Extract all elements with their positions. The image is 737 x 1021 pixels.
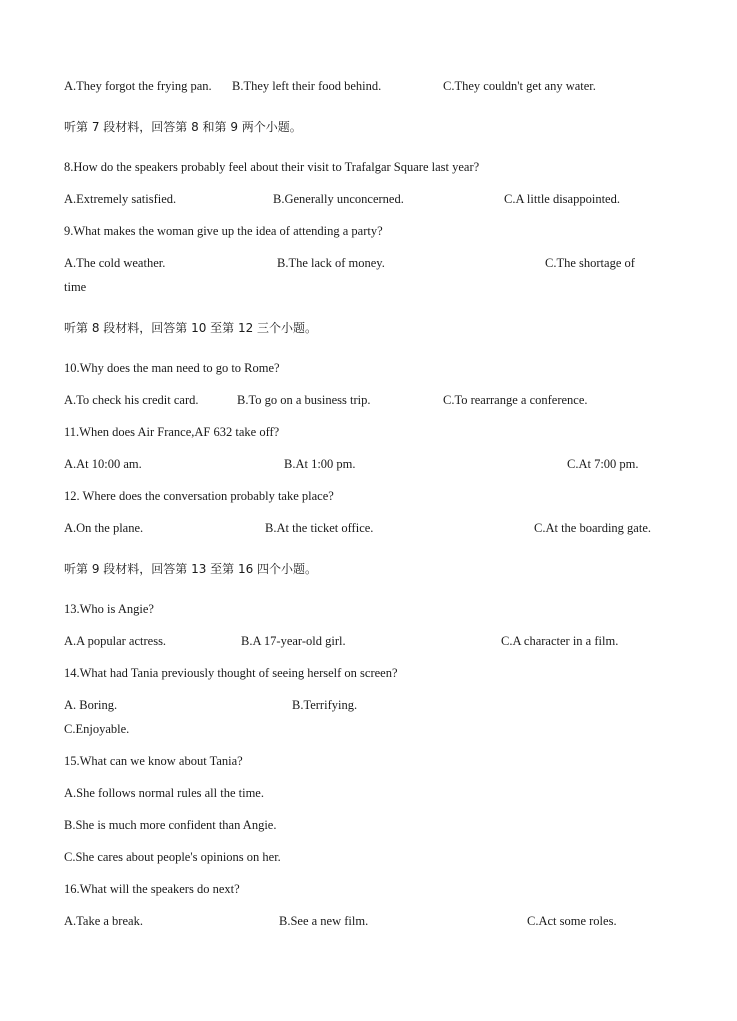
q11-option-b: B.At 1:00 pm. [284, 457, 356, 471]
section-heading-8: 听第 8 段材料，回答第 10 至第 12 三个小题。 [64, 321, 318, 335]
q8-option-a: A.Extremely satisfied. [64, 192, 177, 206]
q16-option-b: B.See a new film. [279, 914, 369, 928]
question-8: 8.How do the speakers probably feel about their visit to Trafalgar Square last year? [64, 160, 480, 174]
question-12: 12. Where does the conversation probably take place? [64, 489, 334, 503]
q7-option-a: A.They forgot the frying pan. [64, 79, 212, 93]
q7-option-c: C.They couldn't get any water. [443, 79, 596, 93]
q13-option-a: A.A popular actress. [64, 634, 167, 648]
q14-option-b: B.Terrifying. [292, 698, 358, 712]
q11-option-c: C.At 7:00 pm. [567, 457, 639, 471]
q15-option-b: B.She is much more confident than Angie. [64, 818, 277, 832]
question-10: 10.Why does the man need to go to Rome? [64, 361, 280, 375]
q11-option-a: A.At 10:00 am. [64, 457, 142, 471]
q15-option-a: A.She follows normal rules all the time. [64, 786, 264, 800]
question-11: 11.When does Air France,AF 632 take off? [64, 425, 280, 439]
question-16: 16.What will the speakers do next? [64, 882, 240, 896]
question-14: 14.What had Tania previously thought of seeing herself on screen? [64, 666, 398, 680]
section-heading-7: 听第 7 段材料，回答第 8 和第 9 两个小题。 [64, 120, 302, 134]
q14-option-c: C.Enjoyable. [64, 722, 130, 736]
question-9: 9.What makes the woman give up the idea of attending a party? [64, 224, 383, 238]
q16-option-a: A.Take a break. [64, 914, 143, 928]
question-15: 15.What can we know about Tania? [64, 754, 243, 768]
q12-option-b: B.At the ticket office. [265, 521, 374, 535]
question-13: 13.Who is Angie? [64, 602, 154, 616]
q8-option-c: C.A little disappointed. [504, 192, 620, 206]
q16-option-c: C.Act some roles. [527, 914, 617, 928]
q12-option-a: A.On the plane. [64, 521, 144, 535]
q9-option-b: B.The lack of money. [277, 256, 385, 270]
q13-option-c: C.A character in a film. [501, 634, 619, 648]
q10-option-b: B.To go on a business trip. [237, 393, 371, 407]
q9-option-c: C.The shortage of [545, 256, 635, 270]
q12-option-c: C.At the boarding gate. [534, 521, 651, 535]
q7-option-b: B.They left their food behind. [232, 79, 382, 93]
section-heading-9: 听第 9 段材料，回答第 13 至第 16 四个小题。 [64, 562, 318, 576]
q10-option-a: A.To check his credit card. [64, 393, 199, 407]
q8-option-b: B.Generally unconcerned. [273, 192, 404, 206]
q14-option-a: A. Boring. [64, 698, 118, 712]
q10-option-c: C.To rearrange a conference. [443, 393, 588, 407]
q9-option-c-continued: time [64, 280, 87, 294]
q13-option-b: B.A 17-year-old girl. [241, 634, 346, 648]
q15-option-c: C.She cares about people's opinions on her. [64, 850, 281, 864]
q9-option-a: A.The cold weather. [64, 256, 166, 270]
